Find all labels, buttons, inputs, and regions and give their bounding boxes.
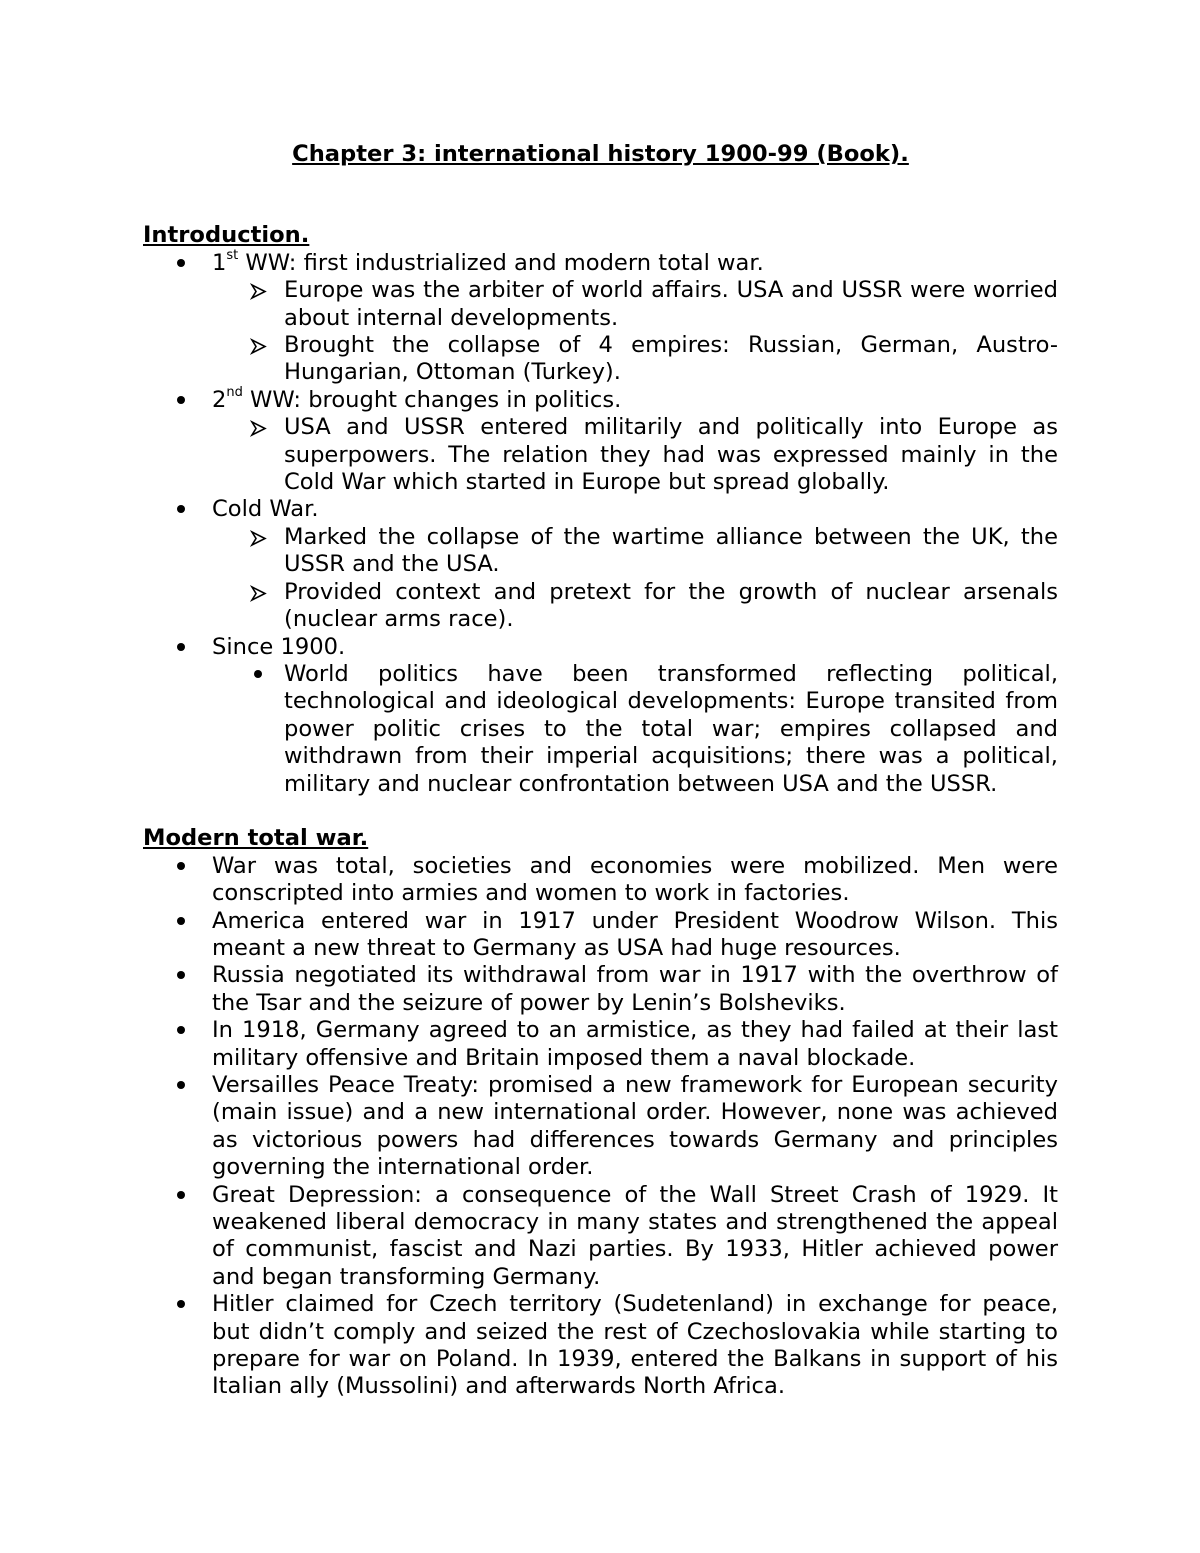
arrowhead-bullet-icon (248, 332, 268, 359)
list-item: Versailles Peace Treaty: promised a new framework for European security (main issue) and a new international order. However, none was achieved as victorious powers had differences towards Germany and principles governing the international order. (212, 1072, 1058, 1182)
document-title: Chapter 3: international history 1900-99 (Book). (292, 141, 909, 167)
list-item: Russia negotiated its withdrawal from war in 1917 with the overthrow of the Tsar and the seizure of power by Lenin’s Bolsheviks. (212, 962, 1058, 1017)
sub-list-item: World politics have been transformed reflecting political, technological and ideological developments: Europe transited from power politic crises to the total war; empires collapsed and withdrawn from their imperial acquisitions; there was a political, military and nuclear confrontation between USA and the USSR. (284, 661, 1058, 798)
sub-list-item: USA and USSR entered militarily and politically into Europe as superpowers. The relation they had was expressed mainly in the Cold War which started in Europe but spread globally. (284, 414, 1058, 496)
document-page (143, 141, 1058, 1401)
bullet-icon (174, 496, 188, 523)
bullet-icon (174, 1291, 188, 1318)
sub-list-item: Brought the collapse of 4 empires: Russian, German, Austro-Hungarian, Ottoman (Turkey). (284, 332, 1058, 387)
bullet-icon (174, 1017, 188, 1044)
bullet-icon (174, 250, 188, 277)
arrowhead-bullet-icon (248, 524, 268, 551)
bullet-icon (174, 1072, 188, 1099)
sub-list-item: Marked the collapse of the wartime alliance between the UK, the USSR and the USA. (284, 524, 1058, 579)
introduction-list (143, 250, 1058, 798)
sub-list-item: Europe was the arbiter of world affairs. USA and USSR were worried about internal developments. (284, 277, 1058, 332)
list-item: In 1918, Germany agreed to an armistice, as they had failed at their last military offensive and Britain imposed them a naval blockade. (212, 1017, 1058, 1072)
bullet-icon (174, 634, 188, 661)
sub-list (212, 661, 1058, 798)
section-heading-introduction: Introduction. (143, 222, 310, 249)
list-item: Cold War. Marked the collapse of the wartime alliance between the UK, the USSR and the USA. Provided context and pretext for the growth of nuclear arsenals (nuclear arms race). (212, 496, 1058, 633)
list-item: 2nd WW: brought changes in politics. USA and USSR entered militarily and politically into Europe as superpowers. The relation they had was expressed mainly in the Cold War which started in Europe but spread globally. (212, 387, 1058, 497)
bullet-icon (248, 661, 268, 688)
arrowhead-bullet-icon (248, 414, 268, 441)
list-item: 1st WW: first industrialized and modern total war. Europe was the arbiter of world affairs. USA and USSR were worried about internal developments. Brought the collapse of 4 empires: Russian, German, Austro-Hungarian, Ottoman (Turkey). (212, 250, 1058, 387)
list-item: Great Depression: a consequence of the Wall Street Crash of 1929. It weakened liberal democracy in many states and strengthened the appeal of communist, fascist and Nazi parties. By 1933, Hitler achieved power and began transforming Germany. (212, 1182, 1058, 1292)
list-item: America entered war in 1917 under President Woodrow Wilson. This meant a new threat to Germany as USA had huge resources. (212, 908, 1058, 963)
bullet-icon (174, 853, 188, 880)
arrowhead-bullet-icon (248, 579, 268, 606)
sub-list (212, 414, 1058, 496)
sub-list (212, 524, 1058, 634)
sub-list-item: Provided context and pretext for the growth of nuclear arsenals (nuclear arms race). (284, 579, 1058, 634)
list-item: Hitler claimed for Czech territory (Sudetenland) in exchange for peace, but didn’t comply and seized the rest of Czechoslovakia while starting to prepare for war on Poland. In 1939, entered the Balkans in support of his Italian ally (Mussolini) and afterwards North Africa. (212, 1291, 1058, 1401)
sub-list (212, 277, 1058, 387)
bullet-icon (174, 908, 188, 935)
bullet-icon (174, 962, 188, 989)
bullet-icon (174, 1182, 188, 1209)
section-heading-modern-total-war: Modern total war. (143, 825, 369, 852)
list-item: War was total, societies and economies were mobilized. Men were conscripted into armies and women to work in factories. (212, 853, 1058, 908)
list-item: Since 1900. World politics have been transformed reflecting political, technological and ideological developments: Europe transited from power politic crises to the total war; empires collapsed and withdrawn from their imperial acquisitions; there was a political, military and nuclear confrontation between USA and the USSR. (212, 634, 1058, 798)
section-spacer (143, 798, 1058, 825)
arrowhead-bullet-icon (248, 277, 268, 304)
modern-total-war-list (143, 853, 1058, 1401)
bullet-icon (174, 387, 188, 414)
